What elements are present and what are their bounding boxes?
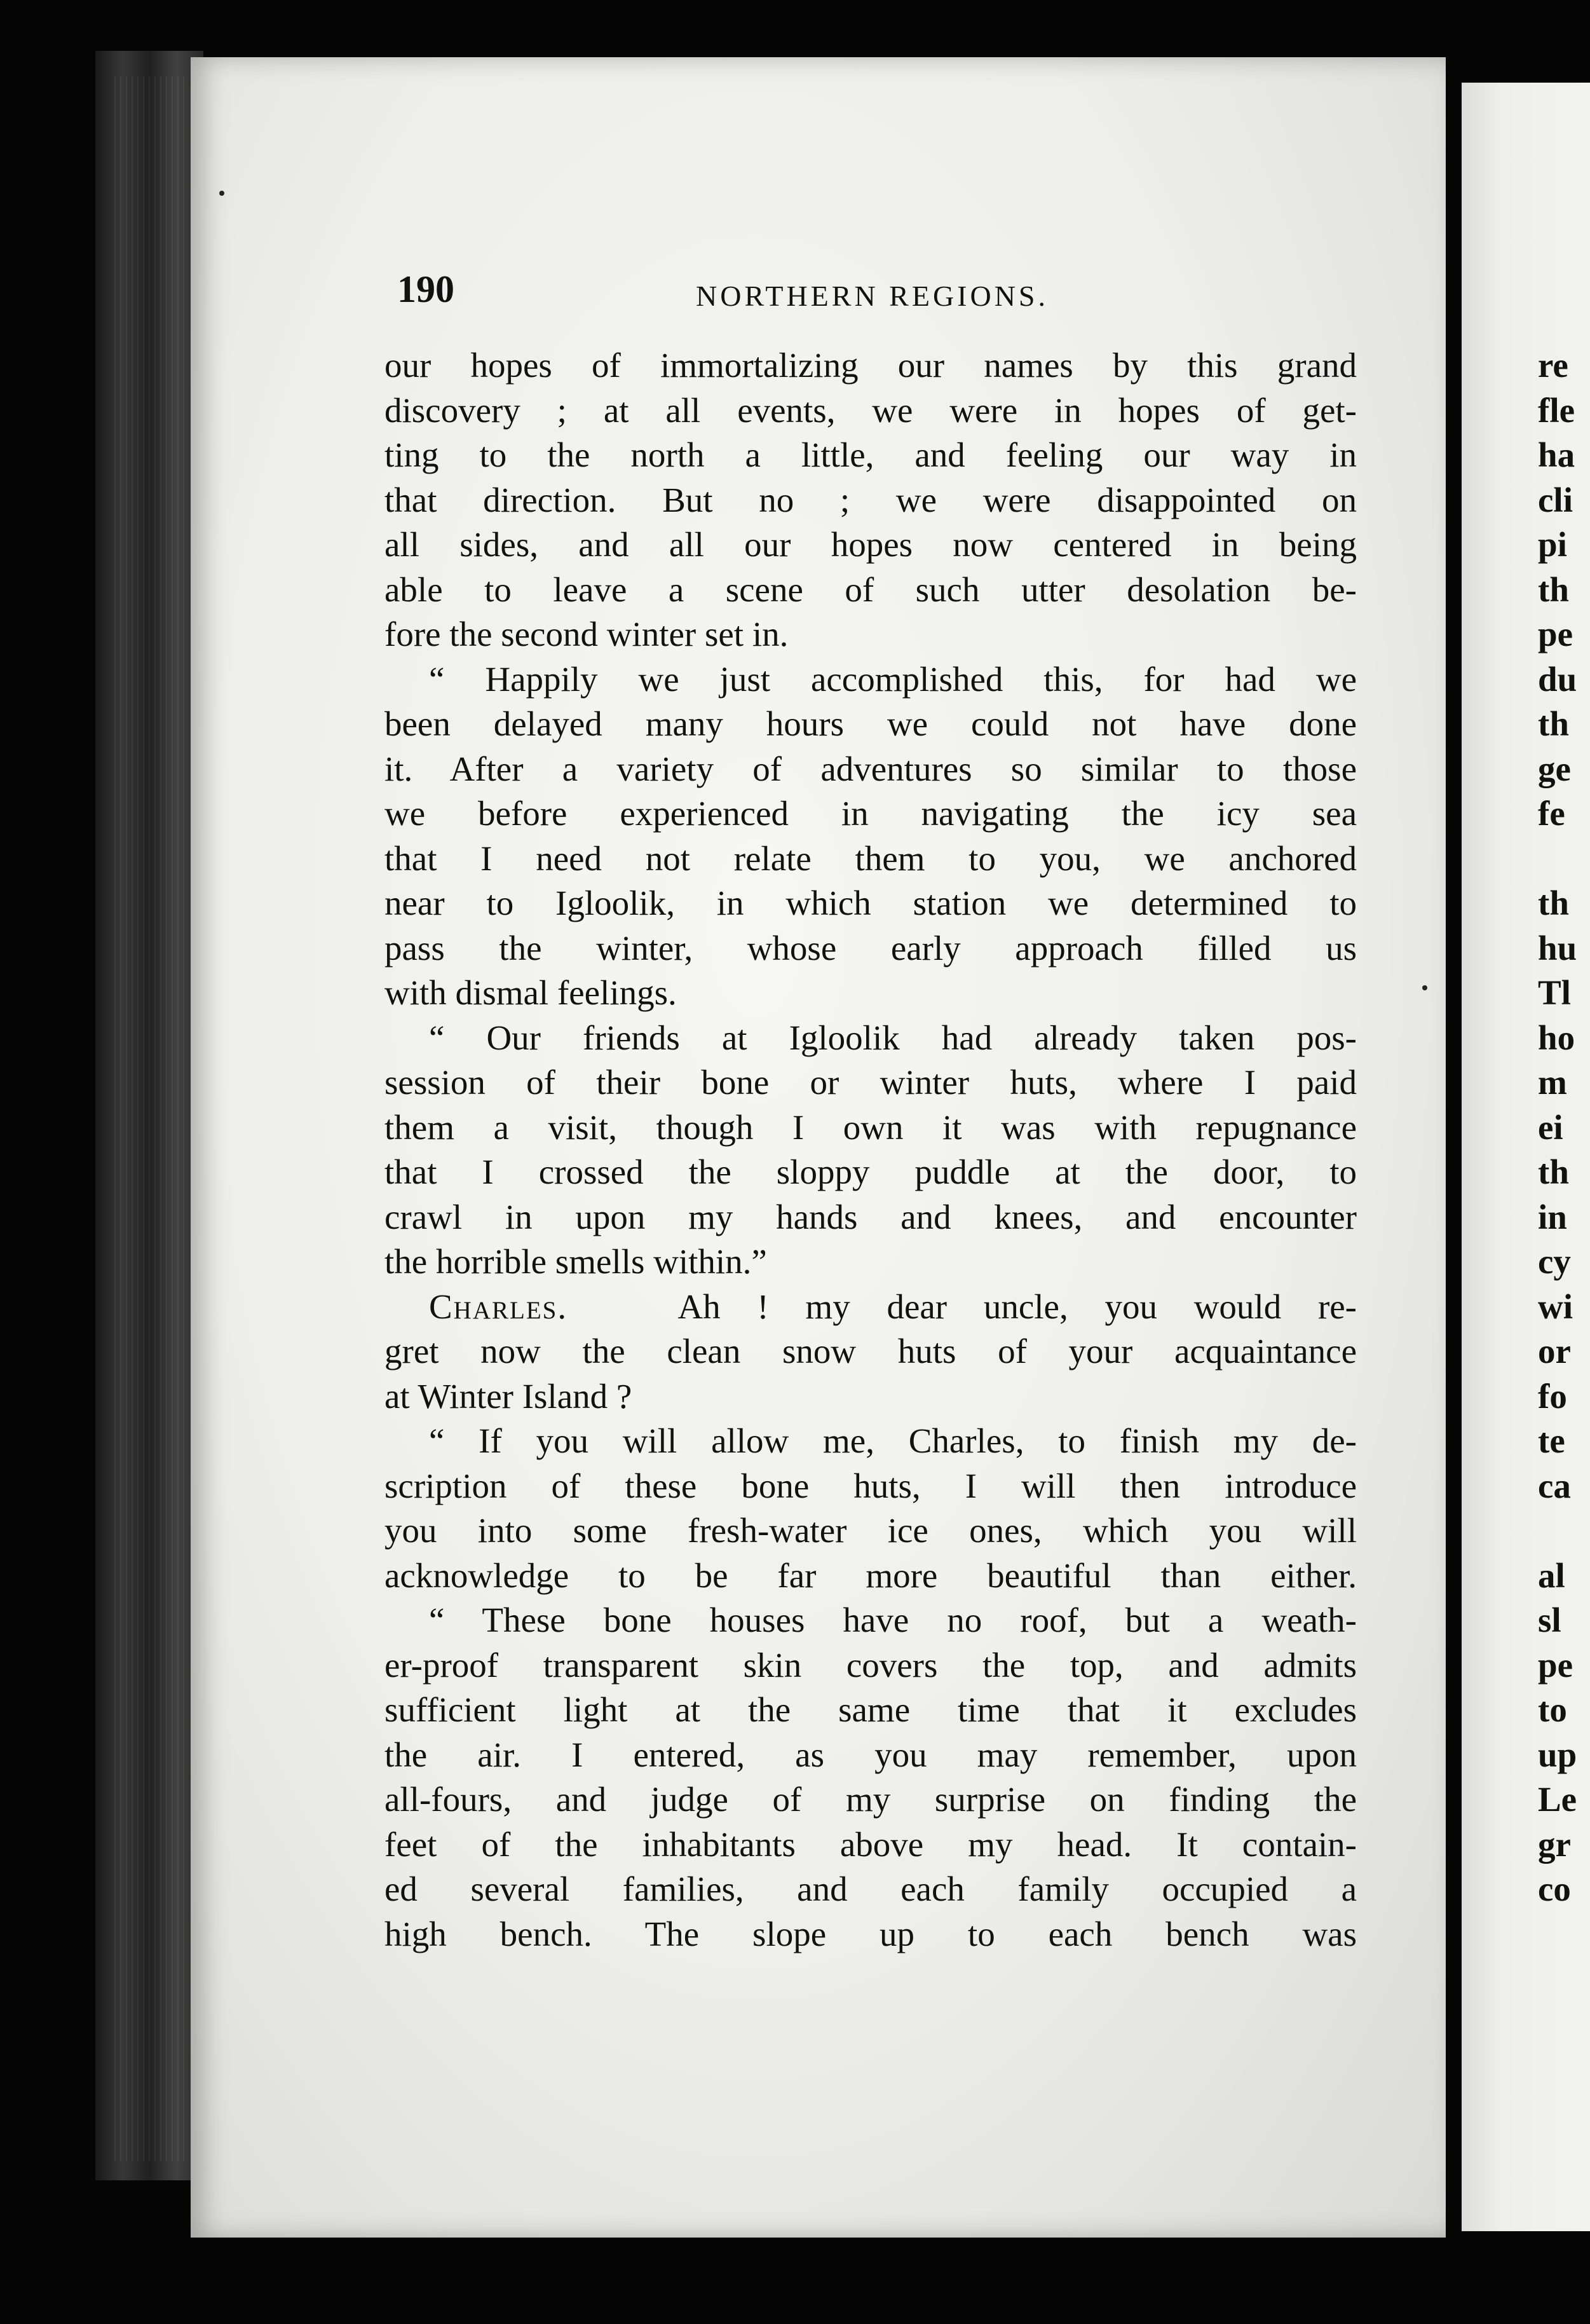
running-title: NORTHERN REGIONS. (696, 280, 1049, 312)
fragment: ca (1538, 1466, 1571, 1505)
page-number: 190 (397, 268, 454, 310)
fragment: fo (1538, 1376, 1567, 1416)
fragment: du (1538, 659, 1577, 699)
text-line: session of their bone or winter huts, where I paid (384, 1063, 1357, 1102)
fragment: Tl (1538, 973, 1571, 1012)
fragment: up (1538, 1735, 1577, 1774)
fragment: in (1538, 1197, 1567, 1236)
text-line: er-proof transparent skin covers the top, and admits (384, 1645, 1357, 1685)
fragment: al (1538, 1555, 1565, 1595)
text-line: “ Our friends at Igloolik had already taken pos- (429, 1018, 1357, 1057)
text-line: that direction. But no ; we were disappointed on (384, 480, 1357, 519)
text-line: ting to the north a little, and feeling our way in (384, 435, 1357, 474)
fragment: co (1538, 1869, 1571, 1908)
running-head (397, 270, 1134, 327)
text-line: near to Igloolik, in which station we determined to (384, 884, 1357, 922)
text-line: high bench. The slope up to each bench was (384, 1914, 1357, 1953)
fragment: pi (1538, 525, 1567, 564)
text-line: feet of the inhabitants above my head. It contain- (384, 1824, 1357, 1864)
text-line: been delayed many hours we could not have done (384, 704, 1357, 743)
speaker-name: Charles. (429, 1287, 568, 1326)
ink-speck (1422, 985, 1427, 990)
text-line: discovery ; at all events, we were in hopes of get- (384, 390, 1357, 430)
fragment: ei (1538, 1107, 1563, 1147)
text-line: fore the second winter set in. (384, 615, 789, 653)
spine-page-edges (114, 76, 184, 2161)
fragment: sl (1538, 1601, 1561, 1639)
text-line: the air. I entered, as you may remember, upon (384, 1735, 1357, 1774)
text-line: at Winter Island ? (384, 1376, 632, 1416)
fragment: th (1538, 704, 1569, 743)
fragment: re (1538, 346, 1568, 385)
text-line: pass the winter, whose early approach filled us (384, 928, 1357, 967)
fragment (1538, 1508, 1590, 1554)
fragment: gr (1538, 1824, 1571, 1864)
text-line: we before experienced in navigating the icy sea (384, 794, 1357, 833)
fragment: Le (1538, 1780, 1577, 1819)
fragment: th (1538, 884, 1569, 922)
body-text (384, 343, 1357, 1957)
text-line: gret now the clean snow huts of your acquaintance (384, 1332, 1357, 1370)
text-line-with-speaker (384, 1285, 1357, 1330)
fragment: cli (1538, 480, 1573, 519)
facing-page-text (1538, 343, 1590, 1912)
text-line: them a visit, though I own it was with repugnance (384, 1107, 1357, 1147)
text-line: “ If you will allow me, Charles, to finish my de- (429, 1421, 1357, 1460)
fragment: fe (1538, 794, 1565, 833)
fragment: pe (1538, 1645, 1573, 1685)
text-line: scription of these bone huts, I will then introduce (384, 1466, 1357, 1505)
fragment: pe (1538, 615, 1573, 653)
fragment: ge (1538, 749, 1571, 788)
text-line: that I crossed the sloppy puddle at the door, to (384, 1152, 1357, 1191)
text-line: crawl in upon my hands and knees, and encounter (384, 1197, 1357, 1236)
text-line: it. After a variety of adventures so similar to those (384, 749, 1357, 788)
text-line: our hopes of immortalizing our names by this grand (384, 346, 1357, 385)
text-line: sufficient light at the same time that it excludes (384, 1690, 1357, 1729)
text-line: all sides, and all our hopes now centered in being (384, 525, 1357, 564)
fragment (1538, 837, 1590, 882)
text-line: all-fours, and judge of my surprise on finding the (384, 1780, 1357, 1819)
fragment: te (1538, 1421, 1565, 1460)
speaker-text: Ah ! my dear uncle, you would re- (677, 1287, 1357, 1326)
text-line: that I need not relate them to you, we anchored (384, 838, 1357, 878)
text-line: with dismal feelings. (384, 973, 677, 1012)
fragment: fle (1538, 390, 1575, 430)
fragment: hu (1538, 928, 1577, 967)
text-line: acknowledge to be far more beautiful than either. (384, 1555, 1357, 1595)
fragment: ha (1538, 435, 1575, 474)
fragment: th (1538, 570, 1569, 609)
fragment: ho (1538, 1018, 1575, 1057)
ink-speck (219, 191, 224, 196)
text-line: you into some fresh-water ice ones, which you will (384, 1511, 1357, 1550)
fragment: wi (1538, 1287, 1573, 1326)
fragment: cy (1538, 1242, 1571, 1281)
text-line: “ These bone houses have no roof, but a weath- (429, 1601, 1357, 1639)
fragment: or (1538, 1332, 1571, 1370)
text-line: “ Happily we just accomplished this, for had we (429, 659, 1357, 699)
text-line: able to leave a scene of such utter desolation be- (384, 570, 1357, 609)
text-line: the horrible smells within.” (384, 1242, 767, 1281)
text-line: ed several families, and each family occupied a (384, 1869, 1357, 1908)
fragment: m (1538, 1063, 1567, 1102)
fragment: th (1538, 1152, 1569, 1191)
fragment: to (1538, 1690, 1567, 1729)
